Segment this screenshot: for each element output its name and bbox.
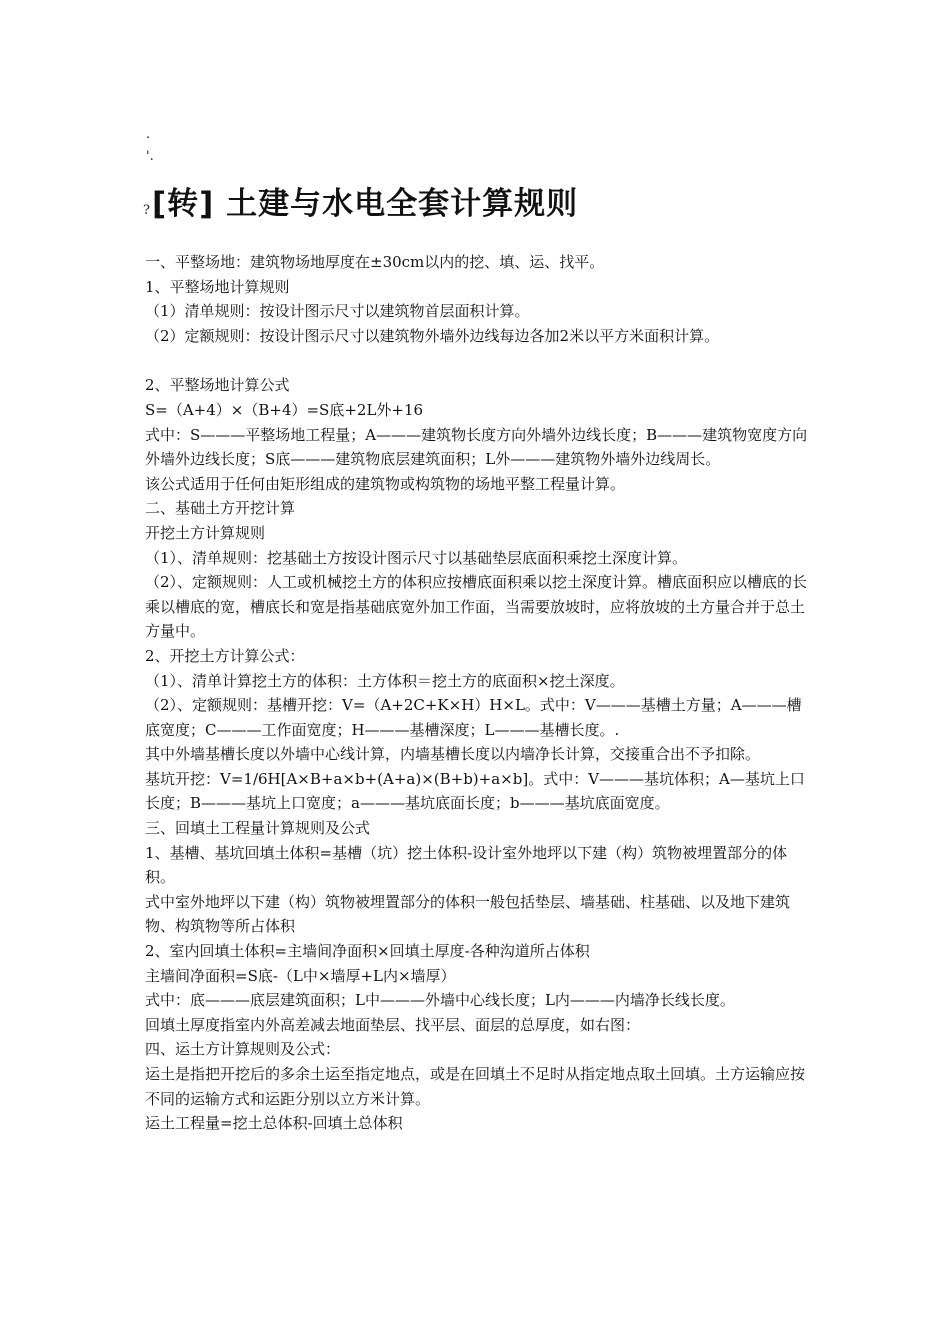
section-heading-1: 一、平整场地：建筑物场地厚度在±30cm以内的挖、填、运、找平。	[145, 253, 605, 271]
document-body	[145, 250, 813, 1136]
subheading-1-1: 1、平整场地计算规则	[145, 277, 290, 296]
section-heading-3: 三、回填土工程量计算规则及公式	[145, 819, 371, 838]
paragraph-backfill-indoor: 2、室内回填土体积=主墙间净面积×回填土厚度-各种沟道所占体积	[145, 942, 590, 961]
paragraph-net-area-explanation: 式中：底———底层建筑面积；L中———外墙中心线长度；L内———内墙净长线长度。	[145, 991, 735, 1010]
title-row	[143, 178, 578, 223]
stray-mark-top: .	[146, 127, 151, 142]
section-heading-4: 四、运土方计算规则及公式：	[145, 1040, 341, 1059]
blank-line	[145, 348, 813, 373]
paragraph-rule-qingdan: （1）清单规则：按设计图示尺寸以建筑物首层面积计算。	[145, 302, 530, 321]
paragraph-formula-scope: 该公式适用于任何由矩形组成的建筑物或构筑物的场地平整工程量计算。	[145, 474, 626, 493]
paragraph-formula-explanation: 式中：S———平整场地工程量；A———建筑物长度方向外墙外边线长度；B———建筑物宽度方向外墙外边线长度；S底———建筑物底层建筑面积；L外———建筑物外墙外边线周长。	[145, 425, 808, 469]
subheading-1-2: 2、平整场地计算公式	[145, 376, 290, 395]
page-title: [转] 土建与水电全套计算规则	[151, 186, 579, 222]
paragraph-volume-qingdan: （1）、清单计算挖土方的体积：土方体积＝挖土方的底面积×挖土深度。	[145, 671, 625, 690]
formula-line: S=（A+4）×（B+4）=S底+2L外+16	[145, 400, 424, 419]
paragraph-backfill-pit: 1、基槽、基坑回填土体积=基槽（坑）挖土体积-设计室外地坪以下建（构）筑物被埋置部分的体积。	[145, 843, 788, 887]
paragraph-excavation-qingdan: （1）、清单规则：挖基础土方按设计图示尺寸以基础垫层底面积乘挖土深度计算。	[145, 548, 688, 567]
title-prefix-mark: ?	[143, 203, 150, 218]
paragraph-pit-formula: 基坑开挖：V=1/6H[A×B+a×b+(A+a)×(B+b)+a×b]。式中：V———基坑体积；A—基坑上口长度；B———基坑上口宽度；a———基坑底面长度；b———基坑底面宽度。	[145, 769, 805, 813]
paragraph-excavation-dinge: （2）、定额规则：人工或机械挖土方的体积应按槽底面积乘以挖土深度计算。槽底面积应以槽底的长乘以槽底的宽，槽底长和宽是指基础底宽外加工作面，当需要放坡时，应将放坡的土方量合并于总土方量中。	[145, 573, 808, 641]
paragraph-transport-formula: 运土工程量=挖土总体积-回填土总体积	[145, 1114, 403, 1133]
subheading-2-1: 开挖土方计算规则	[145, 523, 266, 542]
paragraph-rule-dinge: （2）定额规则：按设计图示尺寸以建筑物外墙外边线每边各加2米以平方米面积计算。	[145, 326, 720, 345]
paragraph-trench-formula: （2）、定额规则：基槽开挖：V=（A+2C+K×H）H×L。式中：V———基槽土方量；A———槽底宽度；C———工作面宽度；H———基槽深度；L———基槽长度。.	[145, 696, 802, 739]
paragraph-transport-definition: 运土是指把开挖后的多余土运至指定地点，或是在回填土不足时从指定地点取土回填。土方运输应按不同的运输方式和运距分别以立方米计算。	[145, 1065, 806, 1108]
stray-mark-second: '.	[146, 149, 154, 164]
section-heading-2: 二、基础土方开挖计算	[145, 499, 296, 518]
paragraph-backfill-thickness: 回填土厚度指室内外高差减去地面垫层、找平层、面层的总厚度，如右图：	[145, 1015, 641, 1034]
paragraph-trench-length: 其中外墙基槽长度以外墙中心线计算，内墙基槽长度以内墙净长计算，交接重合出不予扣除。	[145, 745, 761, 764]
paragraph-backfill-buried: 式中室外地坪以下建（构）筑物被埋置部分的体积一般包括垫层、墙基础、柱基础、以及地下建筑物、构筑物等所占体积	[145, 892, 791, 936]
paragraph-net-area: 主墙间净面积=S底-（L中×墙厚+L内×墙厚）	[145, 966, 456, 985]
subheading-2-2: 2、开挖土方计算公式：	[145, 646, 305, 665]
